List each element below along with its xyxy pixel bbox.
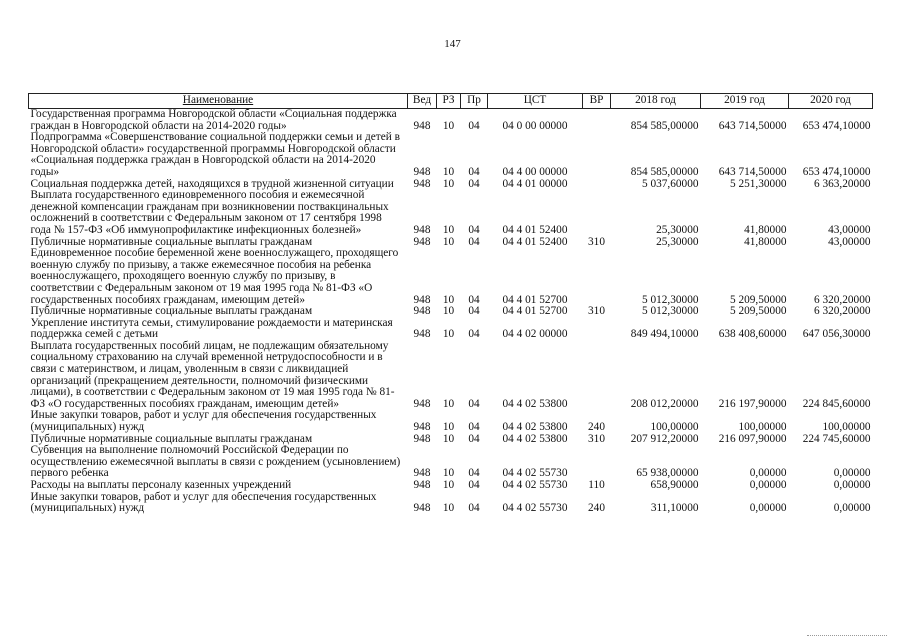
row-pr: 04 — [468, 305, 480, 318]
row-pr: 04 — [468, 397, 480, 410]
header-name: Наименование — [29, 94, 408, 109]
row-rz: 10 — [442, 235, 455, 248]
row-cst: 04 4 01 52400 — [502, 235, 568, 248]
row-name: Субвенция на выполнение полномочий Российской Федерации по осуществлению ежемесячной выплаты в связи с рождением (усыновлением) первого ребенка — [30, 444, 401, 480]
header-cst: ЦСТ — [488, 94, 583, 109]
row-pr: 04 — [468, 235, 480, 248]
row-name: Государственная программа Новгородской области «Социальная поддержка граждан в Новгородской области на 2014-2020 годы» — [30, 108, 397, 132]
row-2018: 849 494,10000 — [630, 328, 699, 341]
table-row — [29, 410, 873, 433]
row-cst: 04 4 02 53800 — [502, 397, 568, 410]
row-2019: 638 408,60000 — [718, 328, 787, 341]
row-rz: 10 — [442, 328, 455, 341]
row-ved: 948 — [413, 177, 431, 190]
row-vr — [583, 341, 611, 411]
header-rz: РЗ — [437, 94, 461, 109]
table-row — [29, 492, 873, 515]
row-rz: 10 — [442, 467, 455, 480]
row-2019: 216 097,90000 — [718, 432, 787, 445]
row-vr: 110 — [588, 479, 605, 491]
row-ved: 948 — [413, 397, 431, 410]
table-row — [29, 306, 873, 318]
table-row — [29, 480, 873, 492]
row-ved: 948 — [413, 328, 431, 341]
row-pr: 04 — [468, 293, 480, 306]
row-2019: 0,00000 — [749, 479, 787, 491]
budget-table — [28, 93, 873, 515]
row-cst: 04 4 02 55730 — [502, 467, 568, 480]
header-ved: Вед — [408, 94, 437, 109]
row-2020: 6 363,20000 — [814, 177, 871, 190]
row-2020: 0,00000 — [833, 467, 871, 480]
row-cst: 04 4 01 00000 — [502, 177, 568, 190]
row-vr: 240 — [588, 502, 605, 515]
row-2020: 6 320,20000 — [814, 305, 871, 318]
row-ved: 948 — [413, 305, 431, 318]
header-2018: 2018 год — [611, 94, 701, 109]
row-2018: 25,30000 — [656, 235, 699, 248]
row-rz: 10 — [442, 502, 455, 515]
row-cst: 04 0 00 00000 — [502, 119, 568, 132]
row-name: Единовременное пособие беременной жене военнослужащего, проходящего военную службу по призыву, а также ежемесячное пособия на ребенка военнослужащего, проходящего военную службу по призыву, в соответствии с Федеральным законом от 19 мая 1995 года № 81-ФЗ «О государственных пособиях гражданам, имеющим детей» — [30, 247, 399, 306]
table-row — [29, 318, 873, 341]
row-ved: 948 — [413, 165, 431, 178]
row-rz: 10 — [442, 305, 455, 318]
row-rz: 10 — [442, 177, 455, 190]
row-cst: 04 4 02 00000 — [502, 328, 568, 341]
row-ved: 948 — [413, 223, 431, 236]
row-rz: 10 — [442, 223, 455, 236]
row-2019: 5 251,30000 — [730, 177, 787, 190]
table-header — [29, 94, 873, 109]
row-ved: 948 — [413, 479, 431, 491]
row-2019: 643 714,50000 — [718, 119, 787, 132]
row-pr: 04 — [468, 119, 480, 132]
row-2019: 41,80000 — [744, 235, 787, 248]
page-edge-mark — [807, 629, 887, 636]
row-rz: 10 — [442, 421, 455, 434]
row-2020: 6 320,20000 — [814, 293, 871, 306]
row-cst: 04 4 01 52700 — [502, 305, 568, 318]
row-vr: 310 — [588, 432, 605, 445]
row-2020: 0,00000 — [833, 502, 871, 515]
row-name: Публичные нормативные социальные выплаты гражданам — [30, 305, 313, 318]
row-name: Публичные нормативные социальные выплаты гражданам — [30, 432, 313, 445]
table-row — [29, 341, 873, 411]
row-ved: 948 — [413, 502, 431, 515]
row-pr: 04 — [468, 177, 480, 190]
row-2019: 100,00000 — [738, 421, 787, 434]
row-pr: 04 — [468, 328, 480, 341]
row-2018: 854 585,00000 — [630, 165, 699, 178]
row-2020: 653 474,10000 — [802, 165, 871, 178]
row-2018: 65 938,00000 — [636, 467, 699, 480]
row-2018: 5 012,30000 — [642, 293, 699, 306]
row-cst: 04 4 01 52700 — [502, 293, 568, 306]
row-name: Публичные нормативные социальные выплаты гражданам — [30, 235, 313, 248]
table-body — [29, 109, 873, 515]
row-vr — [583, 445, 611, 480]
row-2020: 0,00000 — [833, 479, 871, 491]
row-2018: 100,00000 — [650, 421, 699, 434]
row-vr: 240 — [588, 421, 605, 434]
row-vr — [583, 248, 611, 306]
row-2019: 5 209,50000 — [730, 293, 787, 306]
row-vr: 310 — [588, 305, 605, 318]
row-ved: 948 — [413, 432, 431, 445]
row-ved: 948 — [413, 421, 431, 434]
row-vr — [583, 318, 611, 341]
row-2018: 311,10000 — [650, 502, 699, 515]
row-name: Выплата государственных пособий лицам, не подлежащим обязательному социальному страхованию на случай временной нетрудоспособности и в связи с материнством, и лицам, уволенным в связи с ликвидацией организаций (прекращением деятельности, полномочий физическими лицами), в соответствии с Федеральным законом от 19 мая 1995 года № 81-ФЗ «О государственных пособиях гражданам, имеющим детей» — [30, 339, 395, 410]
row-name: Укрепление института семьи, стимулирование рождаемости и материнская поддержка семей с детьми — [30, 316, 393, 341]
row-2020: 653 474,10000 — [802, 119, 871, 132]
row-cst: 04 4 00 00000 — [502, 165, 568, 178]
row-2020: 224 845,60000 — [802, 397, 871, 410]
row-name: Выплата государственного единовременного пособия и ежемесячной денежной компенсации гражданам при возникновении поствакцинальных осложнений в соответствии с Федеральным законом от 17 сентября 1998 года № 157-ФЗ «Об иммунопрофилактике инфекционных болезней» — [30, 189, 389, 236]
row-ved: 948 — [413, 119, 431, 132]
header-pr: Пр — [461, 94, 488, 109]
row-2020: 43,00000 — [828, 223, 871, 236]
row-vr — [583, 179, 611, 191]
row-cst: 04 4 02 53800 — [502, 421, 568, 434]
row-2018: 207 912,20000 — [630, 432, 699, 445]
row-rz: 10 — [442, 165, 455, 178]
row-pr: 04 — [468, 432, 480, 445]
row-2018: 854 585,00000 — [630, 119, 699, 132]
row-2020: 224 745,60000 — [802, 432, 871, 445]
row-ved: 948 — [413, 293, 431, 306]
row-2018: 5 012,30000 — [642, 305, 699, 318]
table-row — [29, 132, 873, 178]
row-2019: 0,00000 — [749, 467, 787, 480]
row-2019: 41,80000 — [744, 223, 787, 236]
row-pr: 04 — [468, 165, 480, 178]
row-name: Подпрограмма «Совершенствование социальной поддержки семьи и детей в Новгородской области» государственной программы Новгородской области «Социальная поддержка граждан в Новгородской области на 2014-2020 годы» — [30, 131, 400, 178]
row-name: Расходы на выплаты персоналу казенных учреждений — [30, 479, 292, 491]
row-pr: 04 — [468, 479, 480, 491]
row-2019: 216 197,90000 — [718, 397, 787, 410]
row-cst: 04 4 02 53800 — [502, 432, 568, 445]
row-pr: 04 — [468, 502, 480, 515]
row-name: Иные закупки товаров, работ и услуг для обеспечения государственных (муниципальных) нужд — [30, 490, 377, 515]
row-2020: 647 056,30000 — [802, 328, 871, 341]
row-name: Иные закупки товаров, работ и услуг для обеспечения государственных (муниципальных) нужд — [30, 409, 377, 434]
row-rz: 10 — [442, 397, 455, 410]
header-vr: ВР — [583, 94, 611, 109]
row-cst: 04 4 02 55730 — [502, 502, 568, 515]
table-row — [29, 190, 873, 236]
row-cst: 04 4 02 55730 — [502, 479, 568, 491]
row-2019: 0,00000 — [749, 502, 787, 515]
row-rz: 10 — [442, 293, 455, 306]
row-vr — [583, 109, 611, 133]
row-pr: 04 — [468, 223, 480, 236]
page-number: 147 — [444, 38, 461, 50]
row-rz: 10 — [442, 119, 455, 132]
row-2019: 643 714,50000 — [718, 165, 787, 178]
row-name: Социальная поддержка детей, находящихся в трудной жизненной ситуации — [30, 177, 394, 190]
header-2020: 2020 год — [789, 94, 873, 109]
row-2020: 43,00000 — [828, 235, 871, 248]
table-row — [29, 109, 873, 133]
row-rz: 10 — [442, 432, 455, 445]
row-cst: 04 4 01 52400 — [502, 223, 568, 236]
row-pr: 04 — [468, 467, 480, 480]
row-ved: 948 — [413, 235, 431, 248]
row-vr: 310 — [588, 235, 605, 248]
row-2018: 25,30000 — [656, 223, 699, 236]
row-2018: 658,90000 — [650, 479, 699, 491]
table-row — [29, 248, 873, 306]
row-2019: 5 209,50000 — [730, 305, 787, 318]
row-2020: 100,00000 — [822, 421, 871, 434]
row-vr — [583, 132, 611, 178]
row-2018: 208 012,20000 — [630, 397, 699, 410]
row-2018: 5 037,60000 — [642, 177, 699, 190]
header-2019: 2019 год — [701, 94, 789, 109]
row-pr: 04 — [468, 421, 480, 434]
row-rz: 10 — [442, 479, 455, 491]
row-ved: 948 — [413, 467, 431, 480]
row-vr — [583, 190, 611, 236]
table-row — [29, 445, 873, 480]
